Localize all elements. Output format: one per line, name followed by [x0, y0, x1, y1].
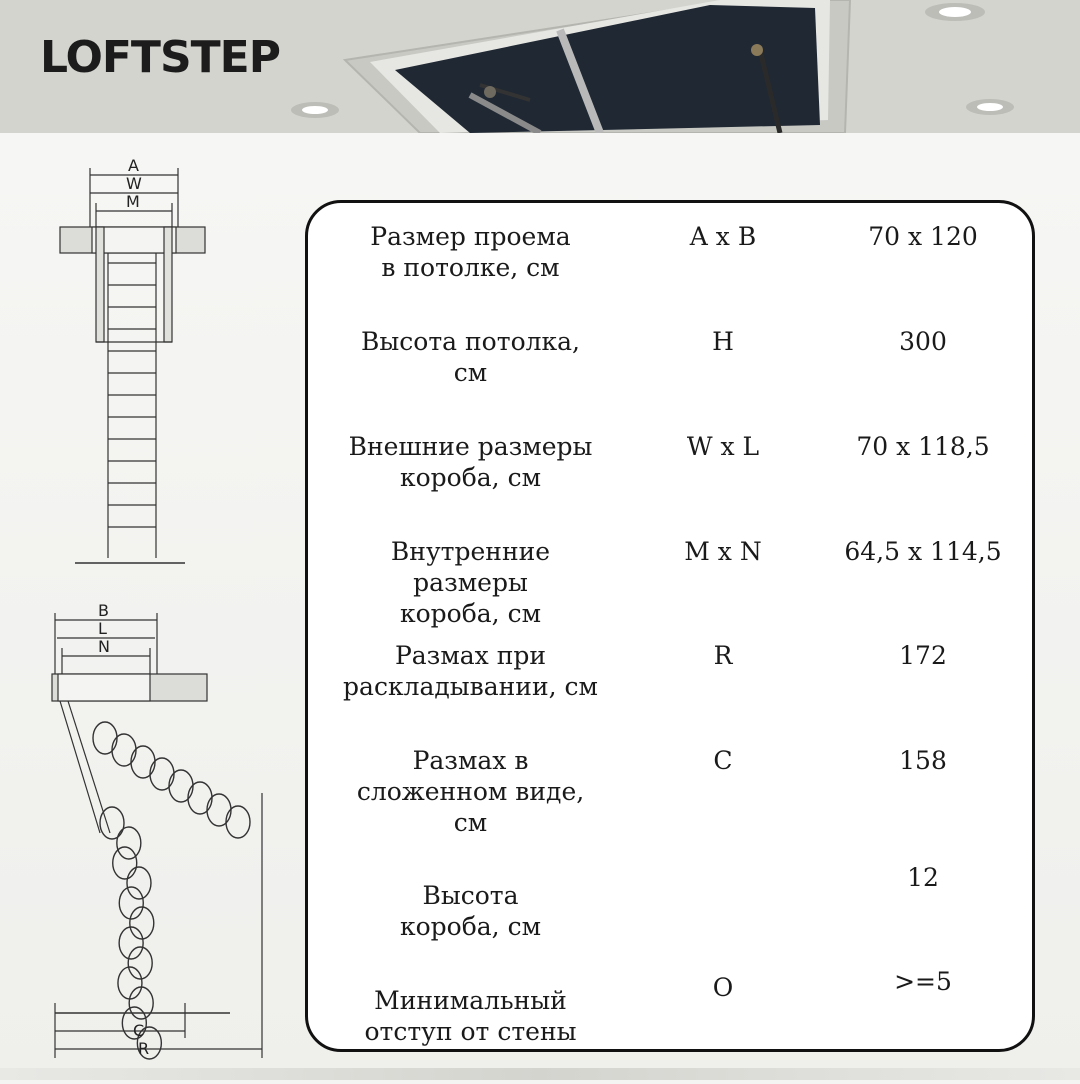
- hero-photo: [0, 0, 1080, 133]
- folding-link: [112, 734, 136, 766]
- dim-label-r: R: [138, 1039, 150, 1058]
- spec-label: Внешние размеры короба, см: [348, 432, 593, 492]
- dim-label-n: N: [98, 637, 110, 656]
- ladder-diagrams: [0, 133, 300, 1080]
- spec-value: 70 x 118,5: [856, 432, 990, 461]
- dim-label-c: C: [133, 1021, 145, 1040]
- folding-link: [100, 807, 124, 839]
- spec-symbol: M x N: [684, 537, 762, 566]
- spec-label: Минимальный отступ от стены: [364, 986, 577, 1046]
- spec-value: 172: [899, 641, 947, 670]
- spec-label: Высота короба, см: [399, 881, 542, 941]
- bottom-photo-strip: [0, 1068, 1080, 1080]
- spec-label: Высота потолка, см: [361, 327, 580, 387]
- folding-link: [113, 847, 137, 879]
- spec-label: Размах при раскладывании, см: [343, 641, 598, 701]
- folding-link: [150, 758, 174, 790]
- dim-label-b: B: [98, 601, 109, 620]
- folding-link: [226, 806, 250, 838]
- spec-symbol: O: [712, 973, 734, 1002]
- spec-value: 12: [907, 863, 939, 892]
- spec-label: Внутренние размеры короба, см: [390, 537, 551, 628]
- loftstep-logo: LOFTSTEP: [40, 32, 280, 83]
- spec-symbol: R: [713, 641, 733, 670]
- folding-link: [129, 987, 153, 1019]
- dim-label-m: M: [126, 192, 140, 211]
- ladder-drawing: [0, 133, 300, 1080]
- dim-label-w: W: [126, 174, 142, 193]
- spec-symbol: W x L: [686, 432, 760, 461]
- spec-symbol: H: [712, 327, 734, 356]
- spec-value: 64,5 x 114,5: [844, 537, 1002, 566]
- spec-value: >=5: [894, 967, 952, 996]
- folding-link: [117, 827, 141, 859]
- spec-symbol: A x B: [689, 222, 757, 251]
- dim-label-a: A: [128, 156, 139, 175]
- spec-value: 158: [899, 746, 947, 775]
- spec-value: 70 x 120: [868, 222, 978, 251]
- dim-label-l: L: [98, 619, 107, 638]
- spec-table-card: [305, 200, 1035, 1052]
- folding-link: [127, 867, 151, 899]
- folding-link: [169, 770, 193, 802]
- spec-symbol: C: [713, 746, 733, 775]
- spec-label: Размер проема в потолке, см: [370, 222, 571, 282]
- folding-link: [131, 746, 155, 778]
- folding-link: [93, 722, 117, 754]
- spec-value: 300: [899, 327, 947, 356]
- folding-link: [207, 794, 231, 826]
- spec-label: Размах в сложенном виде, см: [356, 746, 585, 837]
- folding-link: [188, 782, 212, 814]
